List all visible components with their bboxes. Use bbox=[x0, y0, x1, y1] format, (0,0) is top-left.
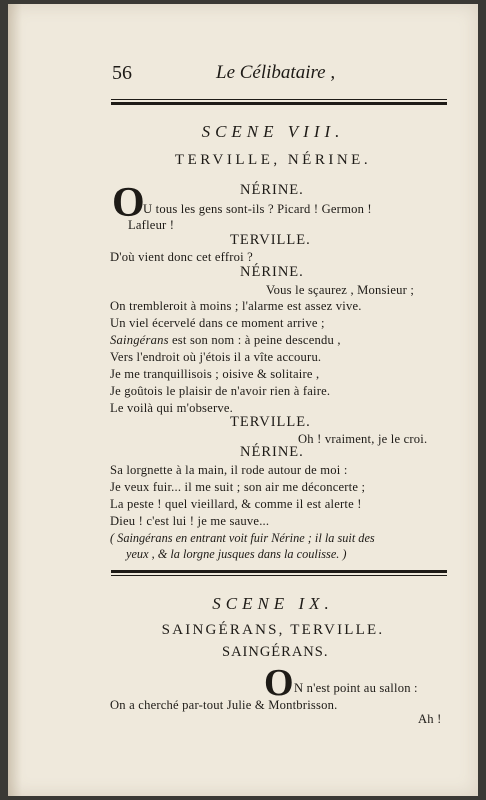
scene-8-drop-cap: O bbox=[112, 180, 145, 226]
verse-line: On trembleroit à moins ; l'alarme est assez vive. bbox=[110, 299, 362, 313]
verse-line: Oh ! vraiment, je le croi. bbox=[298, 432, 428, 446]
verse-line: On a cherché par-tout Julie & Montbrisson. bbox=[110, 698, 338, 712]
verse-line: Je veux fuir... il me suit ; son air me déconcerte ; bbox=[110, 480, 366, 494]
verse-line: Le voilà qui m'observe. bbox=[110, 401, 233, 415]
scene-rule-thin bbox=[111, 575, 447, 576]
verse-line: Sa lorgnette à la main, il rode autour de moi : bbox=[110, 463, 348, 477]
header-rule-thin bbox=[111, 99, 447, 100]
running-title: Le Célibataire , bbox=[216, 62, 336, 83]
verse-line: D'où vient donc cet effroi ? bbox=[110, 250, 253, 264]
verse-line: U tous les gens sont-ils ? Picard ! Germon ! bbox=[143, 202, 372, 216]
scene-rule-thick bbox=[111, 570, 447, 573]
verse-line: Vers l'endroit où j'étois il a vîte accouru. bbox=[110, 350, 322, 364]
verse-line: Vous le sçaurez , Monsieur ; bbox=[266, 283, 415, 297]
page-number: 56 bbox=[112, 62, 132, 84]
speaker-nerine-3: NÉRINE. bbox=[240, 444, 304, 460]
verse-line bbox=[110, 333, 341, 348]
verse-line: Un viel écervelé dans ce moment arrive ; bbox=[110, 316, 325, 330]
catchword: Ah ! bbox=[418, 712, 442, 726]
verse-fragment: est son nom : à peine descendu , bbox=[168, 333, 341, 347]
verse-line: Je me tranquillisois ; oisive & solitaire , bbox=[110, 367, 320, 381]
scene-9-drop-cap: O bbox=[264, 662, 294, 704]
verse-line: Lafleur ! bbox=[128, 218, 175, 232]
verse-line: Je goûtois le plaisir de n'avoir rien à faire. bbox=[110, 384, 331, 398]
scene-9-title: SCENE IX. bbox=[212, 594, 334, 613]
speaker-nerine-2: NÉRINE. bbox=[240, 264, 304, 280]
speaker-terville-2: TERVILLE. bbox=[230, 414, 311, 430]
stage-direction: ( Saingérans en entrant voit fuir Nérine ; il la suit des bbox=[110, 531, 375, 545]
speaker-saingerans: SAINGÉRANS. bbox=[222, 644, 329, 660]
scene-8-cast: TERVILLE, NÉRINE. bbox=[174, 152, 372, 168]
verse-line: N n'est point au sallon : bbox=[294, 681, 418, 695]
verse-line: Dieu ! c'est lui ! je me sauve... bbox=[110, 514, 270, 528]
stage-direction: yeux , & la lorgne jusques dans la coulisse. ) bbox=[126, 547, 347, 561]
scene-8-title: SCENE VIII. bbox=[201, 122, 345, 141]
speaker-nerine-1: NÉRINE. bbox=[240, 182, 304, 198]
scene-9-cast: SAINGÉRANS, TERVILLE. bbox=[161, 622, 385, 638]
character-name-saingerans: Saingérans bbox=[110, 333, 169, 347]
header-rule-thick bbox=[111, 102, 447, 105]
verse-line: La peste ! quel vieillard, & comme il est alerte ! bbox=[110, 497, 362, 511]
speaker-terville-1: TERVILLE. bbox=[230, 232, 311, 248]
book-page bbox=[8, 4, 478, 796]
